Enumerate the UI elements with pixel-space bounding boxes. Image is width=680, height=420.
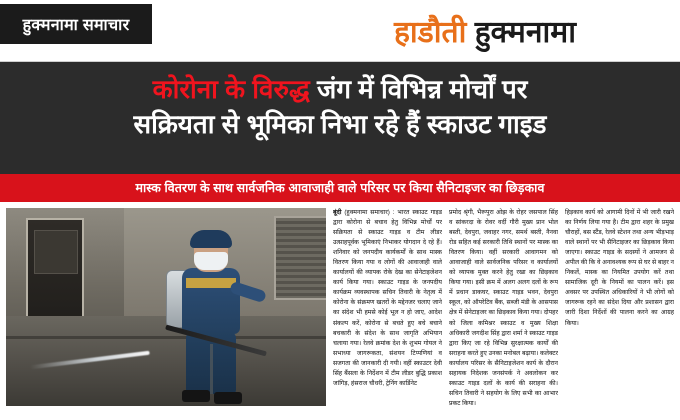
photo-shutter [274,216,326,300]
dateline-bureau: (हुक्मनामा समाचार) [344,209,390,216]
headline-line-2: सक्रियता से भूमिका निभा रहे हैं स्काउट गाइड [133,109,547,140]
article-columns [333,208,674,408]
brand-logo: हुक्मनामा समाचार [0,4,152,44]
photo-door-panel [34,230,78,274]
masthead-title-accent: हाडौती [393,16,467,49]
body-area [0,202,680,408]
article-column-3 [565,208,674,408]
article-paragraph [333,208,442,389]
dateline-place: बूंदी [333,209,342,216]
face-mask-icon [194,252,228,270]
headline-band [0,62,680,174]
headline-line-1 [14,72,666,107]
worker-leg-split [210,344,213,394]
article-column-2 [449,208,558,408]
masthead-title-main: हुक्मनामा [474,16,576,49]
headline-white-part: जंग में विभिन्न मोर्चों पर [317,74,528,104]
article-photo [6,208,326,406]
photo-doorway [26,218,84,330]
photo-worker-figure [156,234,276,406]
article-column-1-text: : भारत स्काउट गाइड द्वारा कोरोना से बचाव हेतु विभिन्न मोर्चों पर सक्रियता से स्काउट गाइड व टीम लीडर उत्साहपूर्वक भूमिकाएं निभाकर योगदान दे रहे हैं। शनिवार को जनपदीय कार्यकर्मों के साथ मास्क वितरण किया गया व लोगों की आवाजाही वाले कार्यालयों की व्यापक रोके देख का सेनेटाइजेशन कार्य किया गया। स्काउट गाइड के जनपदीय कार्यक्रम व्यवस्थापक सचिन तिवारी के नेतृत्व में कोरोना के संक्रमण खतरों के मद्देनजर चलाए जाने का संदेश भी हमसे कोई भूल न हो जाए, आदेश संकल्प करें, कोरोना से बचते हुए बचे बचाने बचकारी के संदेश के साथ जागृति अभियान चलाया गया। रेलवे क्रमांक देश के शुभम गोयल ने सभाध्या जागरूकता, संशयन टिप्पणियां व सजगता की जानकारी दी गयी। वहीं स्काउटर देवी सिंह बैंसला के निर्देशन में टीम लीडर बुद्धि प्रकाश जांगिड़, हंसराज चौधरी, ट्रेनिंग कार्डिनेट [333,209,442,387]
article-column-1 [333,208,442,408]
headline-red-part: कोरोना के विरुद्ध [152,74,310,104]
page-title [394,10,576,51]
worker-vest-stripe [186,278,236,288]
article-column-3-text: हिड़काव कार्य को आगामी दिनों में भी जारी रखने का निर्णय लिया गया है। टीम द्वारा शहर के प्रमुख चौराहों, बस स्टैंड, रेलवे स्टेशन तथा अन्य भीड़भाड़ वाले स्थानों पर भी सैनिटाइजर का छिड़काव किया जाएगा। स्काउट गाइड के सदस्यों ने आमजन से अपील की कि वे अनावश्यक रूप से घर से बाहर न निकलें, मास्क का नियमित उपयोग करें तथा सामाजिक दूरी के नियमों का पालन करें। इस अवसर पर उपस्थित अधिकारियों ने भी लोगों को जागरूक रहने का संदेश दिया और प्रशासन द्वारा जारी दिशा निर्देशों की पालना करने का आग्रह किया। [565,209,674,327]
worker-cap [190,230,232,248]
article-column-2-text: प्रमोद श्रृंगी, भैरूपुरा ओझ के रोहर जसपाल सिंह व सांकरदा के रोवर वर्दी गौरी मुख्य प्रान भोल बस्ती, देवपुरा, जवाहर नगर, समर्थ बस्ती, नैनवा रोड सहित कई सरकारी तिथि स्थानों पर मास्क का वितरण किया। वहीं सरकारी आवागमन को आवाजाही वाले सार्वजनिक परिसर व कार्यालयों को व्यापक मुक्त करने हेतु रखा का छिड़काव किया गया। इसी क्रम में अलग अलग दलों के रूप में प्रधान डाकघर, स्काउट गाइड भवन, देवपुरा स्कूल, को ऑपरेटिव बैंक, सब्जी मंडी के आसपास क्षेत्र में सेनेटाइजर का छिड़काव किया गया। दोपहर को जिला कमिश्नर स्काउट व मुख्य शिक्षा अधिकारी जगदीश सिंह द्वारा शर्मा ने स्काउट गाइड द्वारा किए जा रहे विभिन्न सुरक्षात्मक कार्यों की सराहना करते हुए उनका मनोबल बढ़ाया। कलेक्टर कार्यालय परिसर के सैनिटाइजेशन कार्य के दौरान सहायक निदेशक जनसंपर्क ने अवलोकन कर स्काउट गाइड दलों के कार्य की सराहना की। सचिन तिवारी ने सहयोग के लिए सभी का आभार प्रकट किया। [449,209,558,407]
subhead-strip: मास्क वितरण के साथ सार्वजनिक आवाजाही वाले परिसर पर किया सैनिटाइजर का छिड़काव [0,174,680,202]
masthead [0,0,680,62]
worker-boot-right [214,392,242,404]
worker-boot-left [182,390,210,402]
photo-scene [6,208,326,406]
